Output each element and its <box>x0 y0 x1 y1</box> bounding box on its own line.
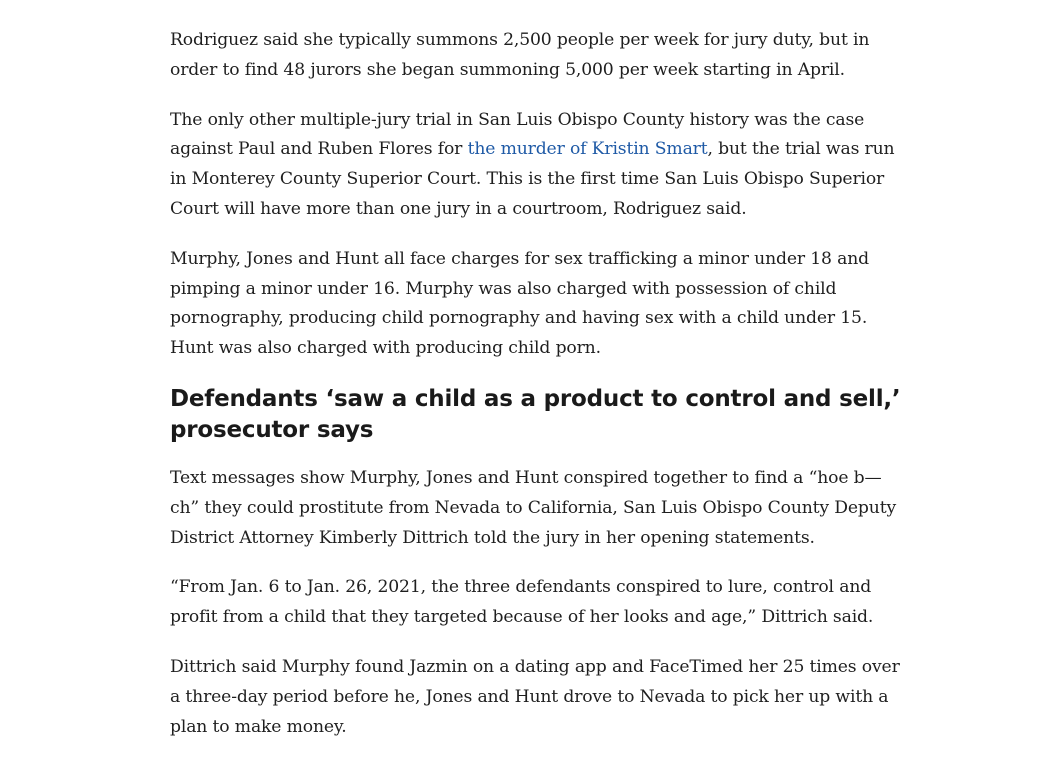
article-body <box>170 26 905 762</box>
paragraph-text-after-link: , but the trial was run in Monterey County Superior Court. This is the first time San Luis Obispo Superior Court will have more than one jury in a courtroom, Rodriguez said. <box>170 139 895 219</box>
section-heading: Defendants ‘saw a child as a product to control and sell,’ prosecutor says <box>170 385 901 443</box>
paragraph-dittrich-quote: “From Jan. 6 to Jan. 26, 2021, the three defendants conspired to lure, control and profit from a child that they targeted because of her looks and age,” Dittrich said. <box>170 577 874 628</box>
paragraph-multiple-jury-trial <box>170 106 905 225</box>
paragraph-jury-summons: Rodriguez said she typically summons 2,500 people per week for jury duty, but in order to find 48 jurors she began summoning 5,000 per week starting in April. <box>170 30 870 80</box>
paragraph-text-messages: Text messages show Murphy, Jones and Hunt conspired together to find a “hoe b—ch” they could prostitute from Nevada to California, San Luis Obispo County Deputy District Attorney Kimberly Dittrich told the jury in her opening statements. <box>170 467 897 548</box>
paragraph-charges: Murphy, Jones and Hunt all face charges for sex trafficking a minor under 18 and pimping a minor under 16. Murphy was also charged with possession of child pornography, producing child pornography and having sex with a child under 15. Hunt was also charged with producing child porn. <box>170 248 869 359</box>
kristin-smart-murder-link[interactable]: the murder of Kristin Smart <box>467 139 708 160</box>
paragraph-text-before-link: The only other multiple-jury trial in San Luis Obispo County history was the case against Paul and Ruben Flores for <box>170 109 865 160</box>
paragraph-dating-app: Dittrich said Murphy found Jazmin on a dating app and FaceTimed her 25 times over a three-day period before he, Jones and Hunt drove to Nevada to pick her up with a plan to make money. <box>170 656 900 737</box>
